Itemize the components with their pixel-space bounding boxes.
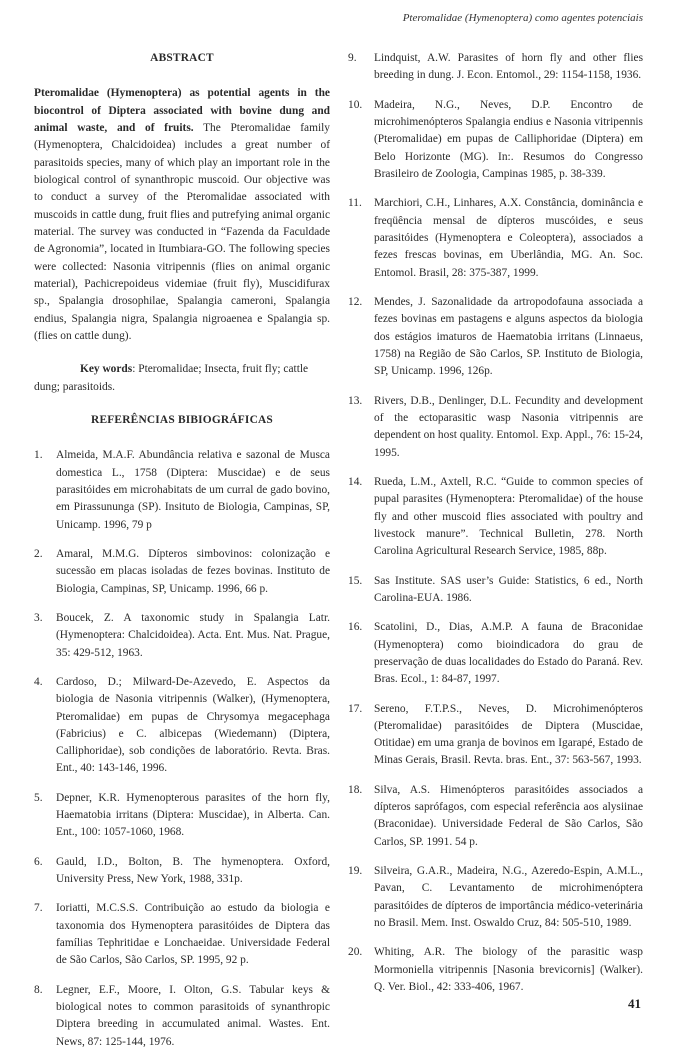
reference-item	[348, 619, 643, 688]
reference-item	[34, 982, 330, 1051]
reference-number: 10.	[348, 98, 363, 111]
reference-number: 8.	[34, 983, 43, 996]
reference-text: Rueda, L.M., Axtell, R.C. “Guide to common species of pupal parasites (Hymenoptera: Pteromalidae) of the house fly and other muscoid flies associated with poultry and livestock manure”. Technical Bulletin, 278. North Carolina Agricultural Research Service, 1985, 88p.	[374, 475, 643, 558]
reference-item	[34, 610, 330, 662]
reference-item	[348, 701, 643, 770]
reference-number: 12.	[348, 295, 363, 308]
reference-item	[34, 900, 330, 969]
keywords-label: Key words	[80, 363, 133, 376]
reference-number: 7.	[34, 902, 43, 915]
reference-item	[34, 854, 330, 889]
references-list-right	[348, 50, 643, 996]
running-header: Pteromalidae (Hymenoptera) como agentes potenciais	[402, 12, 643, 24]
reference-item	[34, 546, 330, 598]
keywords-text: : Pteromalidae; Insecta, fruit fly; cattle dung; parasitoids.	[34, 363, 309, 393]
reference-item	[348, 195, 643, 282]
references-list-left	[34, 447, 330, 1051]
reference-number: 5.	[34, 791, 43, 804]
reference-number: 2.	[34, 547, 43, 560]
abstract-heading: ABSTRACT	[150, 52, 214, 64]
reference-number: 15.	[348, 574, 363, 587]
reference-item	[348, 944, 643, 996]
abstract-paragraph	[34, 85, 330, 345]
reference-text: Whiting, A.R. The biology of the parasitic wasp Mormoniella vitripennis [Nasonia brevicornis] (Walker). Q. Ver. Biol., 42: 333-406, 1967.	[374, 946, 643, 994]
reference-text: Almeida, M.A.F. Abundância relativa e sazonal de Musca domestica L., 1758 (Diptera: Muscidae) e de seus parasitóides em microhabitats de um curral de gado bovino, em Pirassununga (SP). Insituto de Biologia, Campinas, SP, Unicamp. 1996, 79 p	[56, 449, 330, 531]
reference-item	[348, 50, 643, 85]
reference-text: Cardoso, D.; Milward-De-Azevedo, E. Aspectos da biologia de Nasonia vitripennis (Walker), (Hymenoptera, Pteromalidae) em pupas de Chrysomya megacephaga (Fabricius) e C. albicepas (Wiedemann) (Diptera, Calliphoridae), sob condições de laboratório. Revta. Bras. Ent., 40: 143-146, 1996.	[56, 675, 330, 775]
reference-text: Amaral, M.M.G. Dípteros simbovinos: colonização e sucessão em placas isoladas de fezes bovinas. Instituto de Biologia, Campinas, SP, Unicamp. 1996, 66 p.	[56, 547, 330, 595]
reference-number: 14.	[348, 475, 363, 488]
keywords	[34, 361, 330, 396]
reference-number: 3.	[34, 611, 43, 624]
reference-text: Depner, K.R. Hymenopterous parasites of the horn fly, Haematobia irritans (Diptera: Muscidae), in Alberta. Can. Ent., 100: 1057-1060, 1968.	[56, 791, 330, 839]
reference-item	[34, 447, 330, 534]
reference-number: 13.	[348, 394, 363, 407]
reference-item	[348, 474, 643, 561]
abstract-title: Pteromalidae (Hymenoptera) as potential agents in the biocontrol of Diptera associated with bovine dung and animal waste, and of fruits.	[34, 87, 330, 134]
reference-number: 18.	[348, 783, 363, 796]
reference-text: Scatolini, D., Dias, A.M.P. A fauna de Braconidae (Hymenoptera) como bioindicadora do grau de preservação de duas localidades do Estado do Paraná. Rev. Bras. Ecol., 1: 84-87, 1997.	[374, 621, 643, 686]
left-column	[34, 50, 330, 1063]
reference-number: 16.	[348, 621, 363, 634]
reference-text: Sereno, F.T.P.S., Neves, D. Microhimenópteros (Pteromalidae) parasitóides de Diptera (Muscidae, Otitidae) em uma granja de bovinos em Igarapé, Estado de Minas Gerais, Brasil. Revta. bras. Ent., 37: 563-567, 1993.	[374, 702, 643, 767]
reference-text: Mendes, J. Sazonalidade da artropodofauna associada a fezes bovinas em pastagens e alguns aspectos da biologia dos estágios imaturos de Haematobia irritans (Linnaeus, 1758) na Região de São Carlos, SP. Instituto de Biologia, SP, Unicamp. 1996, 126p.	[374, 295, 643, 378]
reference-number: 1.	[34, 449, 43, 462]
reference-number: 17.	[348, 702, 363, 715]
reference-item	[348, 573, 643, 608]
reference-text: Boucek, Z. A taxonomic study in Spalangia Latr. (Hymenoptera: Chalcidoidea). Acta. Ent. Mus. Nat. Prague, 35: 429-512, 1963.	[56, 611, 330, 659]
reference-item	[348, 393, 643, 462]
right-column	[348, 50, 643, 1008]
reference-text: Silva, A.S. Himenópteros parasitóides associados a dípteros saprófagos, com especial referência aos alysiinae (Braconidae). Universidade Federal de São Carlos, São Carlos, SP. 1991. 54 p.	[374, 783, 643, 848]
reference-text: Legner, E.F., Moore, I. Olton, G.S. Tabular keys & biological notes to common parasitoids of synanthropic Diptera breeding in accumulated animal. Wastes. Ent. News, 87: 125-144, 1976.	[56, 983, 330, 1048]
reference-item	[348, 863, 643, 932]
page-number: 41	[628, 996, 641, 1011]
reference-text: Ioriatti, M.C.S.S. Contribuição ao estudo da biologia e taxonomia dos Hymenoptera parasitóides de Diptera das famílias Tephritidae e Lonchaeidae. Universidade Federal de São Carlos, São Carlos, SP. 1995, 92 p.	[56, 902, 330, 967]
reference-text: Marchiori, C.H., Linhares, A.X. Constância, dominância e freqüência mensal de dípteros muscóides, e seus parasitóides (Hymenoptera e Coleoptera), associados a fezes frescas bovinas, em Uberlândia, MG. An. Soc. Entomol. Brasil, 28: 375-387, 1999.	[374, 197, 643, 279]
reference-item	[348, 294, 643, 381]
reference-text: Rivers, D.B., Denlinger, D.L. Fecundity and development of the ectoparasitic wasp Nasonia vitripennis are dependent on host quality. Entomol. Exp. Appl., 76: 15-24, 1995.	[374, 394, 643, 459]
reference-number: 6.	[34, 855, 43, 868]
abstract-body: The Pteromalidae family (Hymenoptera, Chalcidoidea) includes a great number of parasitoids species, many of which play an important role in the biological control of synanthropic muscoid. Our objective was to conduct a survey of the Pteromalidae associated with muscoids in cattle dung, fruit flies and putrefying animal organic material. The survey was conducted in “Fazenda da Faculdade de Agronomia”, located in Itumbiara-GO. The following species were collected: Nasonia vitripennis (flies on animal organic material), Pachicrepoideus videmiae (fruit fly), Muscidifurax sp., Spalangia drosophilae, Spalangia cameroni, Spalangia endius, Spalangia nigra, Spalangia nigroaenea e Spalangia sp.(flies on cattle dung).	[34, 121, 330, 342]
reference-item	[348, 782, 643, 851]
references-heading: REFERÊNCIAS BIBIOGRÁFICAS	[91, 413, 273, 426]
reference-item	[348, 97, 643, 184]
reference-number: 9.	[348, 52, 357, 64]
reference-number: 20.	[348, 946, 363, 959]
reference-number: 11.	[348, 197, 362, 210]
reference-number: 4.	[34, 675, 43, 688]
reference-item	[34, 790, 330, 842]
reference-text: Gauld, I.D., Bolton, B. The hymenoptera. Oxford, University Press, New York, 1988, 331p.	[56, 855, 330, 886]
reference-item	[34, 674, 330, 778]
reference-number: 19.	[348, 865, 363, 878]
reference-text: Madeira, N.G., Neves, D.P. Encontro de microhimenópteros Spalangia endius e Nasonia vitripennis (Pteromalidae) em pupas de Calliphoridae (Diptera) em Belo Horizonte (MG). In:. Resumos do Congresso Brasileiro de Zoologia, Campinas 1985, p. 38-339.	[374, 98, 643, 180]
reference-text: Silveira, G.A.R., Madeira, N.G., Azeredo-Espin, A.M.L., Pavan, C. Levantamento de microhimenóptera parasitóides de dípteros de importância médico-veterinária no Brasil. Mem. Inst. Oswaldo Cruz, 84: 505-510, 1989.	[374, 865, 643, 930]
reference-text: Lindquist, A.W. Parasites of horn fly and other flies breeding in dung. J. Econ. Entomol., 29: 1154-1158, 1936.	[374, 52, 643, 82]
reference-text: Sas Institute. SAS user’s Guide: Statistics, 6 ed., North Carolina-EUA. 1986.	[374, 574, 643, 604]
